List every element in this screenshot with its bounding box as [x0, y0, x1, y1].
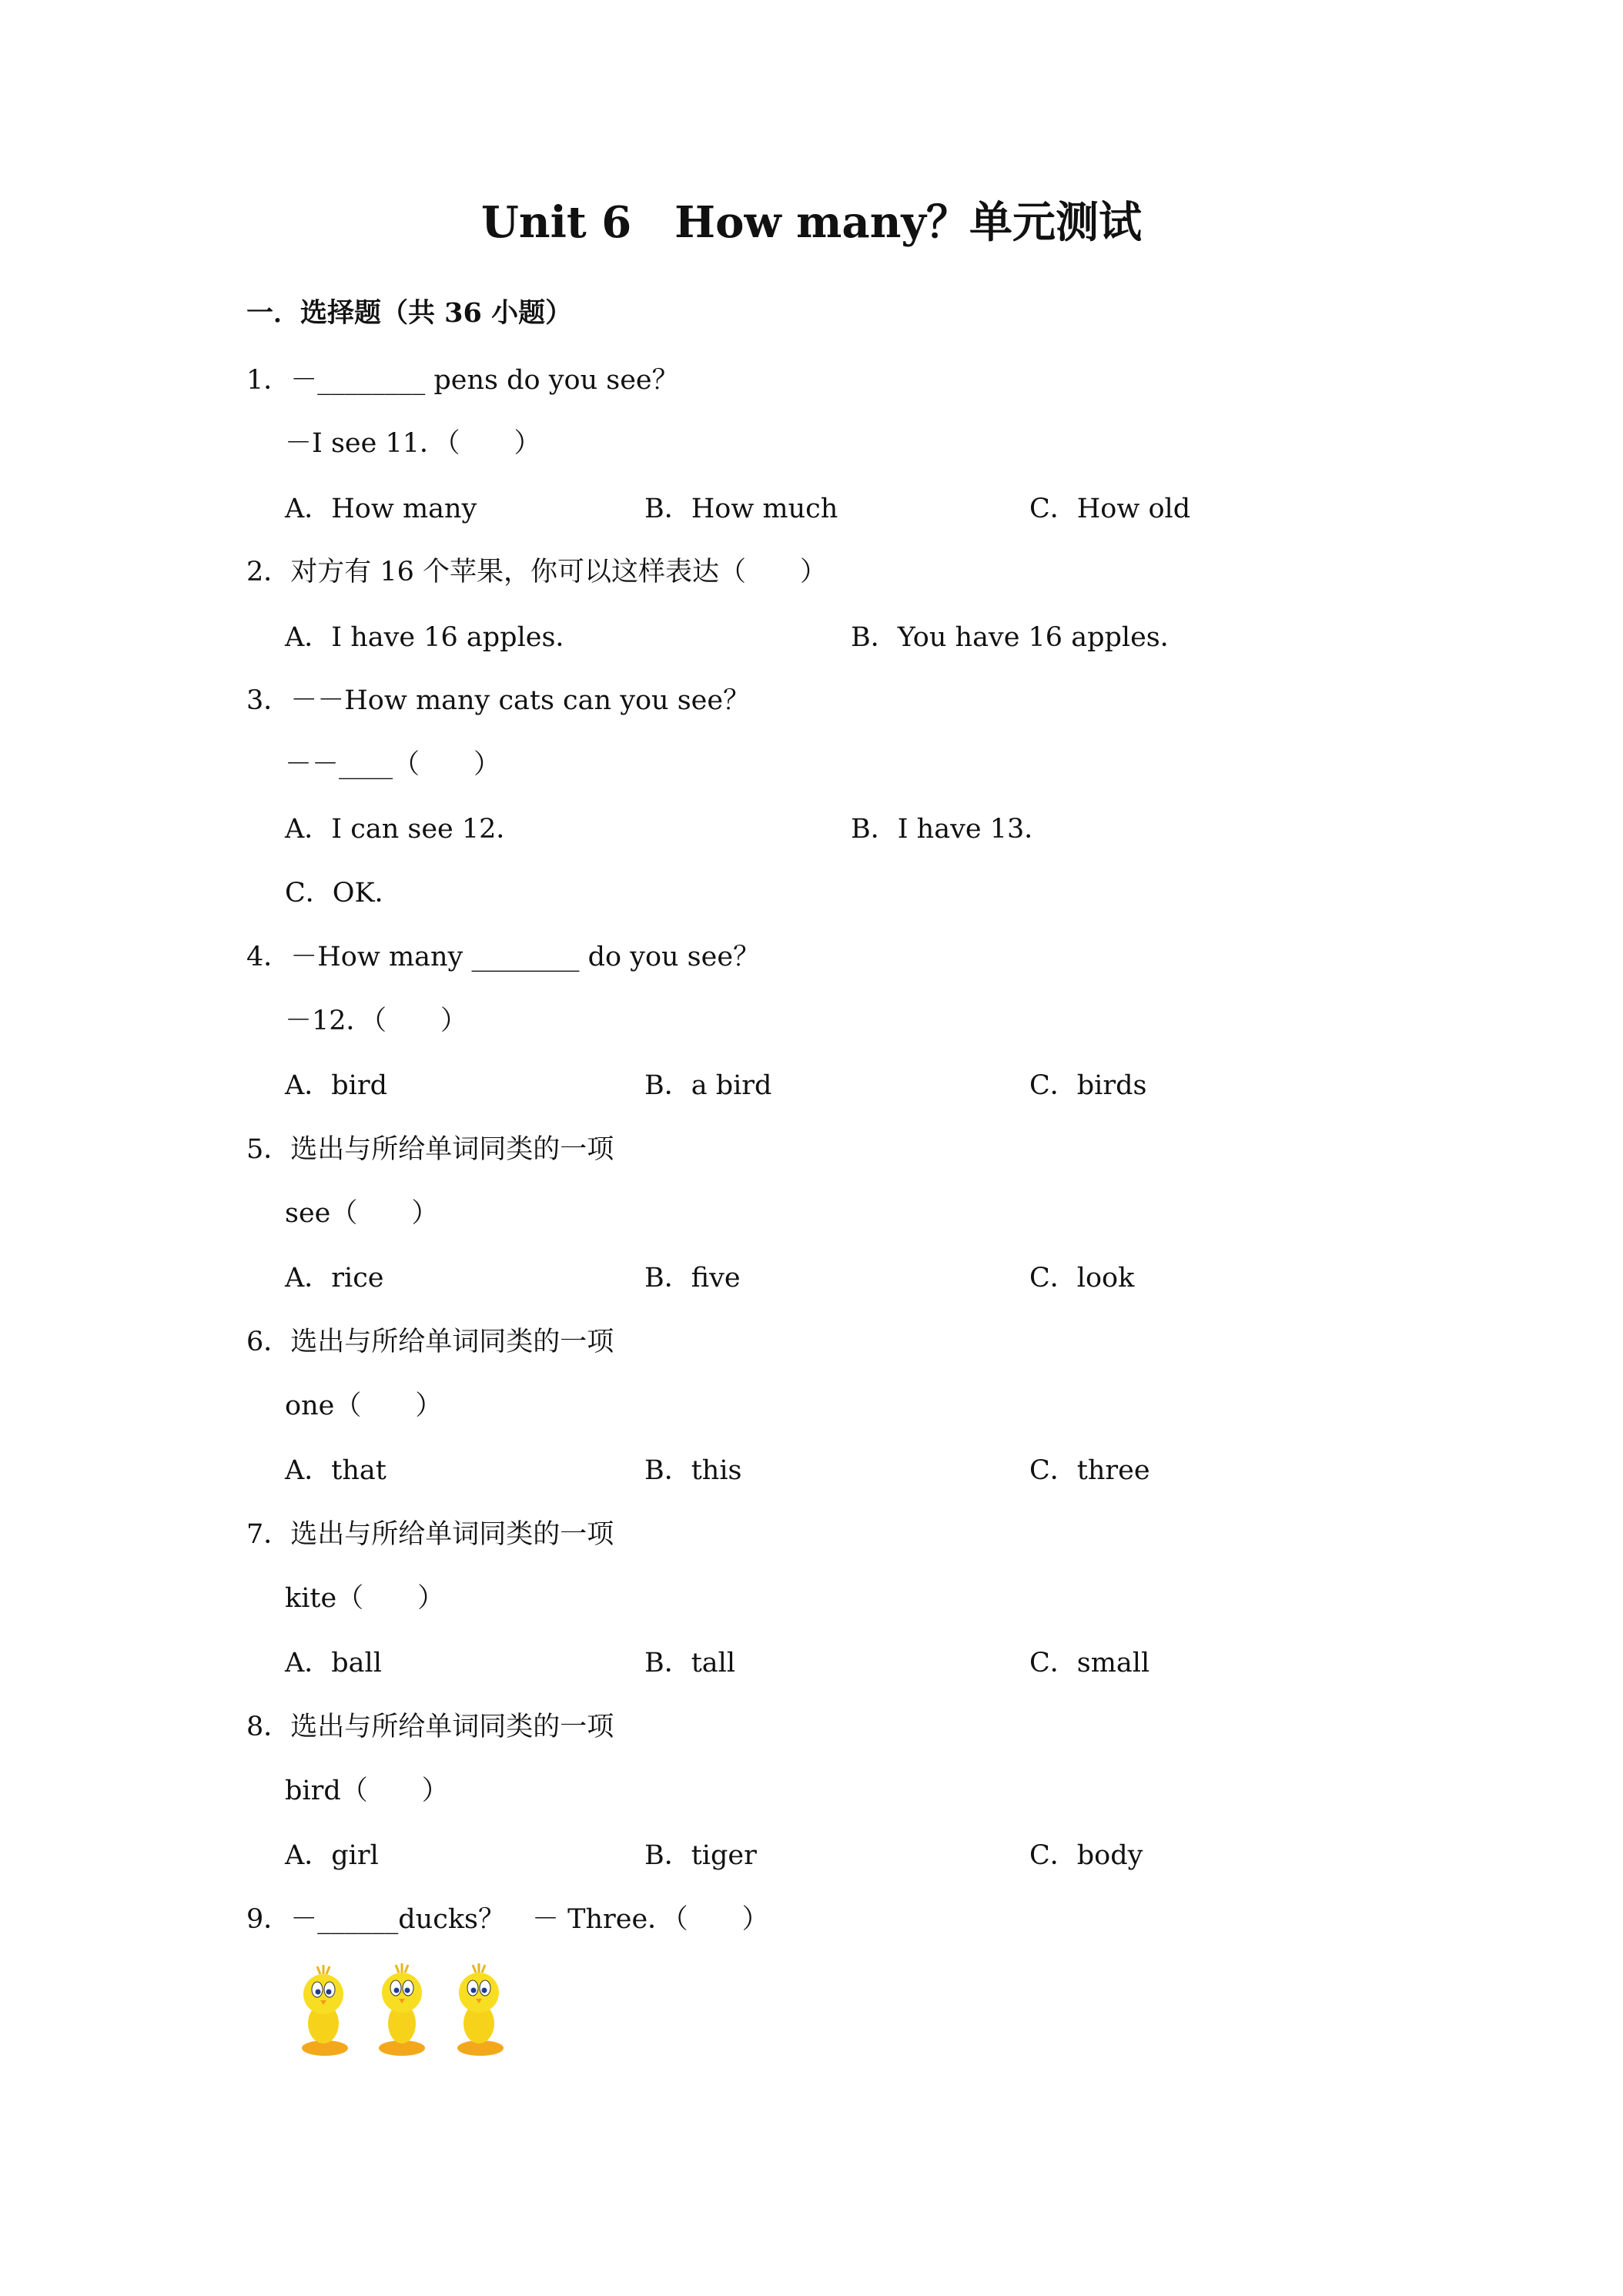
question-2-option-b[interactable]: B．You have 16 apples．: [851, 622, 1187, 653]
question-5-option-c[interactable]: C．look: [1029, 1263, 1135, 1294]
duck-icon: [379, 1963, 425, 2056]
question-3-stem: 3．－－How many cats can you see？: [246, 685, 751, 716]
question-2-option-a[interactable]: A．I have 16 apples．: [285, 622, 583, 653]
question-5-sub: see（ ）: [285, 1198, 439, 1229]
question-6-stem: 6．选出与所给单词同类的一项: [246, 1327, 614, 1357]
question-6-option-a[interactable]: A．that: [285, 1455, 387, 1486]
question-8-sub: bird（ ）: [285, 1776, 449, 1806]
question-7-option-c[interactable]: C．small: [1029, 1648, 1150, 1678]
ducks-illustration: [286, 1962, 517, 2062]
question-4-option-a[interactable]: A．bird: [285, 1070, 388, 1101]
question-4-sub: －12．（ ）: [285, 1006, 468, 1036]
duck-icon: [457, 1963, 504, 2056]
question-7-option-b[interactable]: B．tall: [644, 1648, 736, 1678]
question-1-option-a[interactable]: A．How many: [285, 494, 477, 524]
question-1-option-b[interactable]: B．How much: [644, 494, 838, 524]
question-7-stem: 7．选出与所给单词同类的一项: [246, 1519, 614, 1550]
question-5-option-b[interactable]: B．five: [644, 1263, 741, 1294]
question-6-option-b[interactable]: B．this: [644, 1455, 742, 1486]
question-3-option-b[interactable]: B．I have 13．: [851, 814, 1052, 845]
question-7-option-a[interactable]: A．ball: [285, 1648, 382, 1678]
page-title: Unit 6 How many？单元测试: [481, 197, 1142, 248]
section-heading: 一．选择题（共 36 小题）: [246, 297, 573, 329]
question-5-option-a[interactable]: A．rice: [285, 1263, 384, 1294]
question-1-stem: 1．－________ pens do you see？: [246, 365, 679, 396]
question-7-sub: kite（ ）: [285, 1583, 445, 1614]
question-1-option-c[interactable]: C．How old: [1029, 494, 1191, 524]
question-6-option-c[interactable]: C．three: [1029, 1455, 1150, 1486]
question-3-option-a[interactable]: A．I can see 12．: [285, 814, 524, 845]
question-1-sub: －I see 11．（ ）: [285, 428, 541, 459]
question-5-stem: 5．选出与所给单词同类的一项: [246, 1134, 614, 1165]
question-3-sub: －－____（ ）: [285, 749, 501, 780]
question-8-option-c[interactable]: C．body: [1029, 1840, 1143, 1871]
question-3-option-c[interactable]: C．OK．: [285, 878, 402, 909]
question-9-stem: 9．－______ducks？ － Three．（ ）: [246, 1904, 769, 1935]
question-4-option-c[interactable]: C．birds: [1029, 1070, 1147, 1101]
question-8-option-a[interactable]: A．girl: [285, 1840, 379, 1871]
question-4-stem: 4．－How many ________ do you see？: [246, 942, 761, 972]
question-8-option-b[interactable]: B．tiger: [644, 1840, 757, 1871]
question-6-sub: one（ ）: [285, 1391, 443, 1421]
question-4-option-b[interactable]: B．a bird: [644, 1070, 772, 1101]
question-2-stem: 2．对方有 16 个苹果，你可以这样表达（ ）: [246, 557, 828, 587]
question-8-stem: 8．选出与所给单词同类的一项: [246, 1712, 614, 1742]
duck-icon: [302, 1965, 348, 2056]
